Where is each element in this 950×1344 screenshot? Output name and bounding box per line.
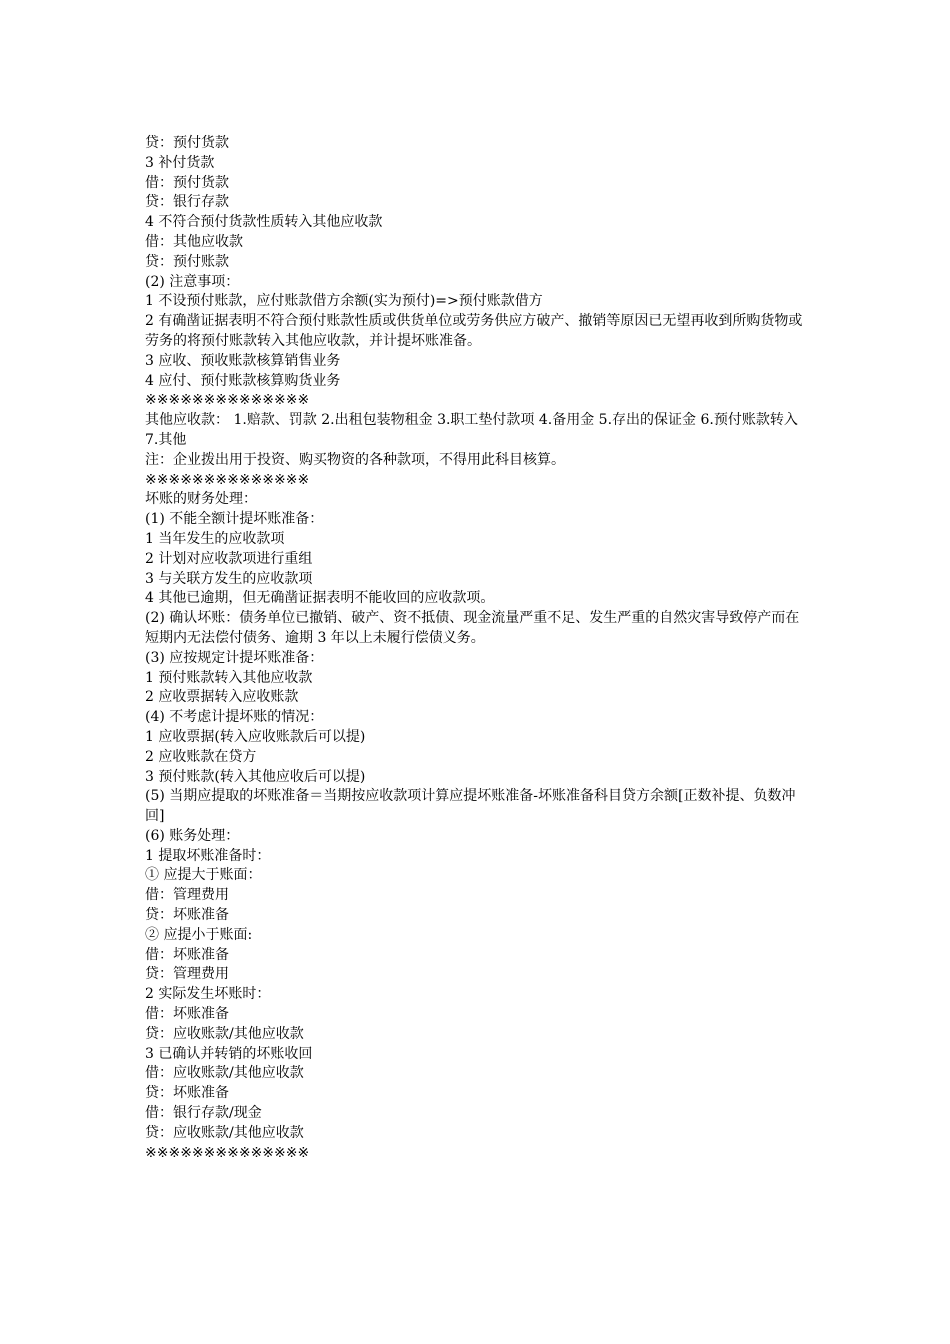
text-line: 贷：坏账准备 [145, 907, 229, 924]
text-line: 借：坏账准备 [145, 946, 229, 963]
text-line: 3 补付货款 [145, 154, 215, 171]
section-heading: 坏账的财务处理： [145, 491, 257, 508]
text-paragraph: 2 有确凿证据表明不符合预付账款性质或供货单位或劳务供应方破产、撤销等原因已无望再收到所购货物或劳务的将预付账款转入其他应收款，并计提坏账准备。 [145, 313, 803, 349]
text-line: 贷：应收账款/其他应收款 [145, 1124, 304, 1141]
text-line: 3 与关联方发生的应收款项 [145, 570, 313, 587]
text-line: 4 其他已逾期，但无确凿证据表明不能收回的应收款项。 [145, 590, 495, 607]
text-line: 贷：应收账款/其他应收款 [145, 1025, 304, 1042]
text-line: 3 应收、预收账款核算销售业务 [145, 352, 341, 369]
section-heading: (2) 注意事项： [145, 273, 240, 290]
note-line: 注：企业拨出用于投资、购买物资的各种款项，不得用此科目核算。 [145, 451, 565, 468]
text-line: 2 实际发生坏账时： [145, 986, 271, 1003]
separator-line: ※※※※※※※※※※※※※※ [145, 471, 310, 488]
text-line: 1 提取坏账准备时： [145, 847, 271, 864]
text-paragraph: (2) 确认坏账：债务单位已撤销、破产、资不抵债、现金流量严重不足、发生严重的自然灾害导致停产而在短期内无法偿付债务、逾期 3 年以上未履行偿债义务。 [145, 610, 800, 646]
text-line: 借：坏账准备 [145, 1006, 229, 1023]
text-line: 2 应收票据转入应收账款 [145, 689, 299, 706]
text-line: 1 不设预付账款，应付账款借方余额(实为预付)=>预付账款借方 [145, 293, 543, 310]
section-heading: (4) 不考虑计提坏账的情况： [145, 709, 324, 726]
text-line: 借：其他应收款 [145, 233, 243, 250]
text-line: 借：管理费用 [145, 887, 229, 904]
text-line: 4 应付、预付账款核算购货业务 [145, 372, 341, 389]
section-heading: (6) 账务处理： [145, 827, 240, 844]
text-line: ② 应提小于账面: [145, 926, 253, 943]
document-body [145, 134, 805, 1163]
text-line: 贷：银行存款 [145, 194, 229, 211]
text-line: 贷：预付账款 [145, 253, 229, 270]
text-line: ① 应提大于账面： [145, 867, 262, 884]
separator-line: ※※※※※※※※※※※※※※ [145, 1144, 310, 1161]
text-line: 借：应收账款/其他应收款 [145, 1065, 304, 1082]
text-line: 借：银行存款/现金 [145, 1105, 262, 1122]
text-line: 4 不符合预付货款性质转入其他应收款 [145, 214, 383, 231]
section-heading: (1) 不能全额计提坏账准备： [145, 511, 324, 528]
text-line: 1 预付账款转入其他应收款 [145, 669, 313, 686]
text-line: 2 计划对应收款项进行重组 [145, 550, 313, 567]
text-line: 3 已确认并转销的坏账收回 [145, 1045, 313, 1062]
section-heading: (3) 应按规定计提坏账准备： [145, 649, 324, 666]
text-line: 1 当年发生的应收款项 [145, 530, 285, 547]
text-line: 2 应收账款在贷方 [145, 748, 257, 765]
text-line: 贷：管理费用 [145, 966, 229, 983]
text-line: 1 应收票据(转入应收账款后可以提) [145, 728, 366, 745]
text-line: 借：预付货款 [145, 174, 229, 191]
text-paragraph: 其他应收款： 1.赔款、罚款 2.出租包装物租金 3.职工垫付款项 4.备用金 5.存出的保证金 6.预付账款转入 7.其他 [145, 412, 798, 448]
text-paragraph: (5) 当期应提取的坏账准备＝当期按应收款项计算应提坏账准备-坏账准备科目贷方余额[正数补提、负数冲回] [145, 788, 796, 825]
text-line: 贷：坏账准备 [145, 1085, 229, 1102]
text-line: 3 预付账款(转入其他应收后可以提) [145, 768, 366, 785]
text-line: 贷：预付货款 [145, 135, 229, 151]
separator-line: ※※※※※※※※※※※※※※ [145, 392, 310, 409]
